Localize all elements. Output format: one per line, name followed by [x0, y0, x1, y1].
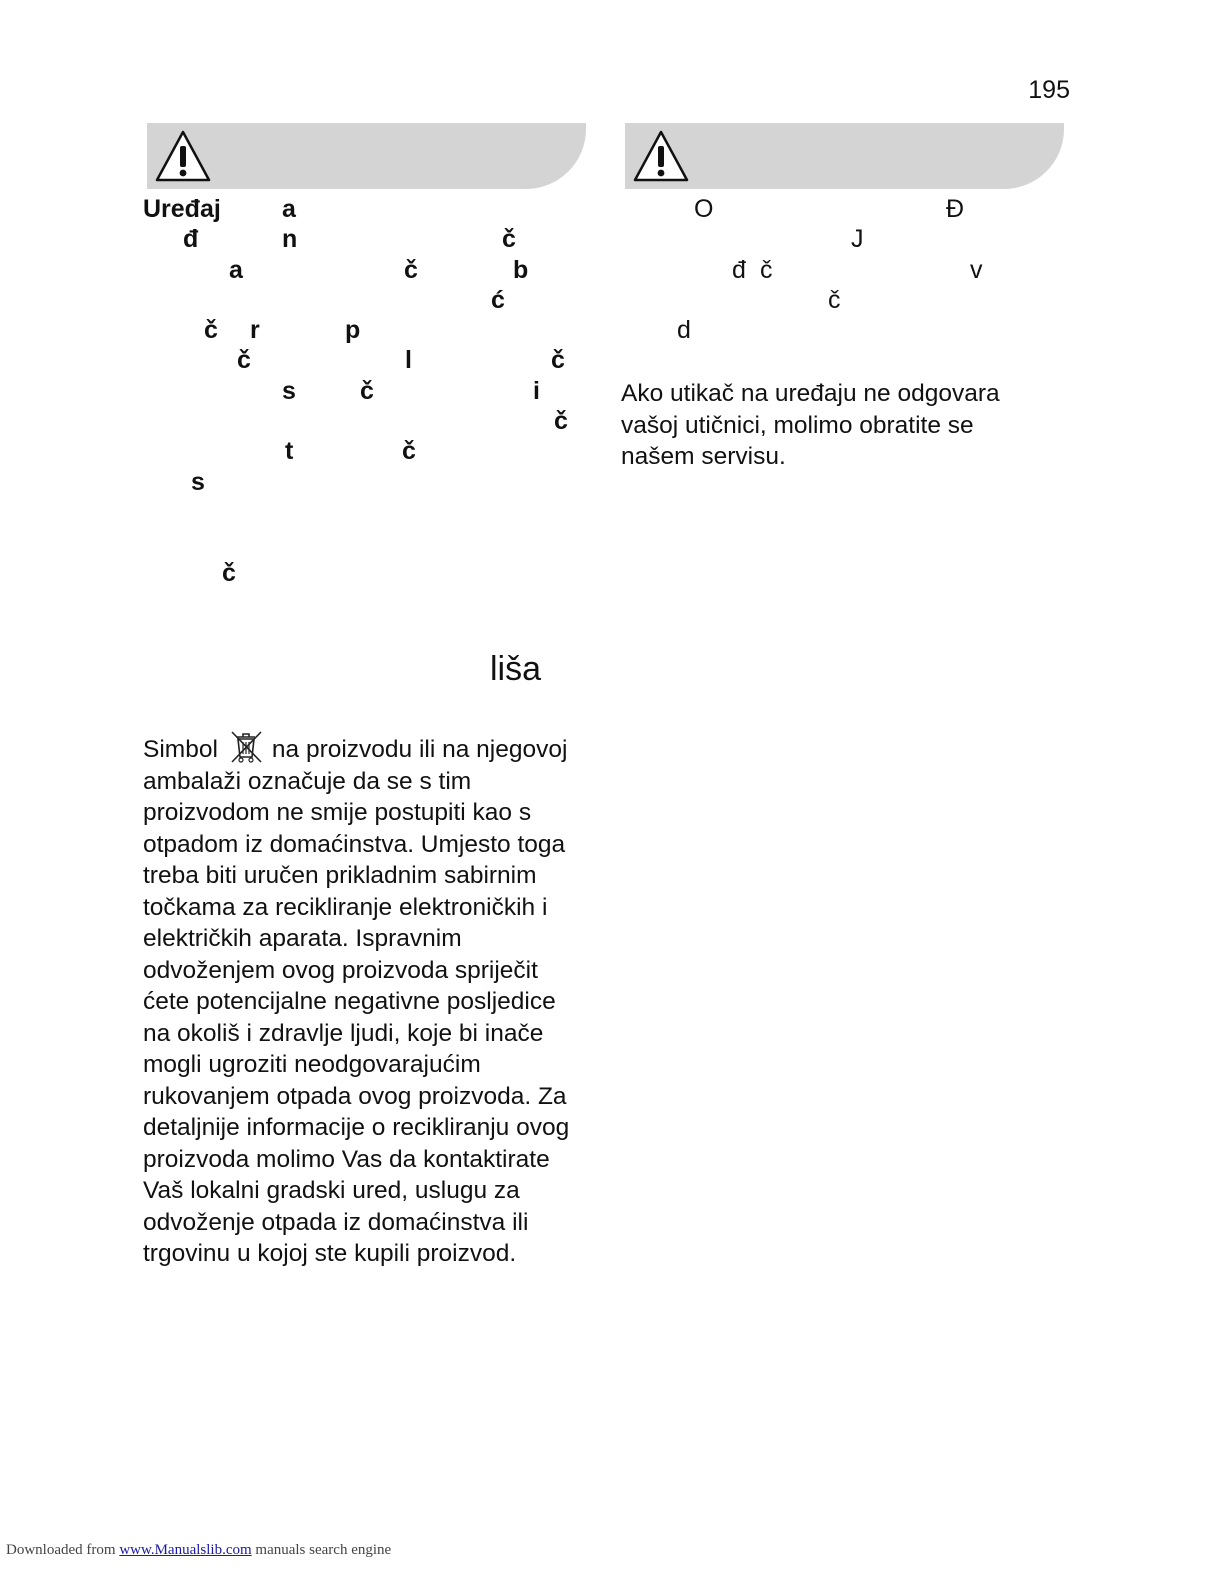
warning-text-fragment: č	[222, 559, 236, 587]
manualslib-link[interactable]: www.Manualslib.com	[119, 1542, 252, 1558]
warning-text-fragment: č	[554, 407, 568, 435]
warning-text-fragment: Uređaj	[143, 195, 221, 223]
paragraph-line: točkama za recikliranje elektroničkih i	[143, 893, 548, 921]
first-line-text: na proizvodu ili na njegovoj	[271, 736, 568, 763]
crossed-out-bin-icon	[226, 730, 266, 764]
warning-text-fragment: č	[402, 437, 416, 465]
paragraph-line: proizvodom ne smije postupiti kao s	[143, 799, 532, 826]
warning-text-fragment: đ	[183, 225, 199, 253]
paragraph-line: odvoženje otpada iz domaćinstva ili	[143, 1208, 529, 1236]
paragraph-line: detaljnije informacije o recikliranju ovog	[143, 1114, 570, 1141]
footer-prefix: Downloaded from	[6, 1542, 116, 1558]
plug-advice-paragraph	[621, 378, 1000, 473]
paragraph-line: odvoženjem ovog proizvoda spriječit	[143, 956, 538, 984]
warning-text-fragment: đ	[732, 256, 746, 284]
warning-text-fragment: J	[851, 225, 864, 253]
paragraph-line	[143, 734, 569, 766]
warning-text-fragment: s	[191, 468, 205, 496]
warning-text-fragment: č	[237, 346, 251, 374]
paragraph-line: vašoj utičnici, molimo obratite se	[621, 411, 974, 439]
warning-text-fragment: a	[229, 256, 243, 284]
paragraph-line: trgovinu u kojoj ste kupili proizvod.	[143, 1240, 517, 1267]
warning-band-right	[625, 123, 1064, 189]
paragraph-line: Vaš lokalni gradski ured, uslugu za	[143, 1177, 520, 1204]
disposal-paragraph	[143, 734, 569, 1270]
warning-text-fragment: č	[760, 256, 773, 284]
warning-text-fragment: O	[694, 195, 714, 223]
warning-triangle-icon	[631, 128, 691, 184]
paragraph-line: proizvoda molimo Vas da kontaktirate	[143, 1145, 550, 1173]
warning-text-fragment: v	[970, 256, 983, 284]
paragraph-line: treba biti uručen prikladnim sabirnim	[143, 862, 537, 889]
warning-text-fragment: Đ	[946, 195, 965, 223]
page-number: 195	[1028, 76, 1070, 104]
warning-text-fragment: p	[345, 316, 361, 344]
warning-text-fragment: t	[285, 437, 294, 465]
warning-text-fragment: č	[404, 256, 418, 284]
paragraph-line: mogli ugroziti neodgovarajućim	[143, 1051, 481, 1078]
paragraph-line: otpadom iz domaćinstva. Umjesto toga	[143, 830, 566, 858]
download-footer	[6, 1542, 391, 1559]
warning-text-fragment: č	[828, 286, 841, 314]
paragraph-line: ambalaži označuje da se s tim	[143, 767, 472, 795]
warning-text-fragment: č	[204, 316, 218, 344]
warning-text-fragment: d	[677, 316, 691, 344]
paragraph-line: rukovanjem otpada ovog proizvoda. Za	[143, 1082, 567, 1110]
paragraph-line: električkih aparata. Ispravnim	[143, 925, 462, 952]
section-title: liša	[490, 650, 542, 688]
footer-suffix: manuals search engine	[255, 1542, 392, 1558]
warning-band-left	[147, 123, 586, 189]
paragraph-line: Ako utikač na uređaju ne odgovara	[621, 380, 1000, 407]
lead-word: Simbol	[143, 736, 218, 763]
warning-text-fragment: č	[360, 377, 374, 405]
paragraph-line: našem servisu.	[621, 443, 786, 470]
warning-text-fragment: č	[502, 225, 516, 253]
warning-text-fragment: b	[513, 256, 529, 284]
warning-text-fragment: č	[551, 346, 565, 374]
warning-text-fragment: r	[250, 316, 260, 344]
paragraph-line: ćete potencijalne negativne posljedice	[143, 988, 556, 1015]
warning-text-fragment: n	[282, 225, 298, 253]
warning-text-fragment: s	[282, 377, 296, 405]
paragraph-line: na okoliš i zdravlje ljudi, koje bi inače	[143, 1019, 544, 1047]
warning-text-fragment: i	[533, 377, 540, 405]
warning-text-fragment: l	[405, 346, 412, 374]
warning-text-fragment: a	[282, 195, 296, 223]
warning-triangle-icon	[153, 128, 213, 184]
warning-text-fragment: ć	[491, 286, 505, 314]
